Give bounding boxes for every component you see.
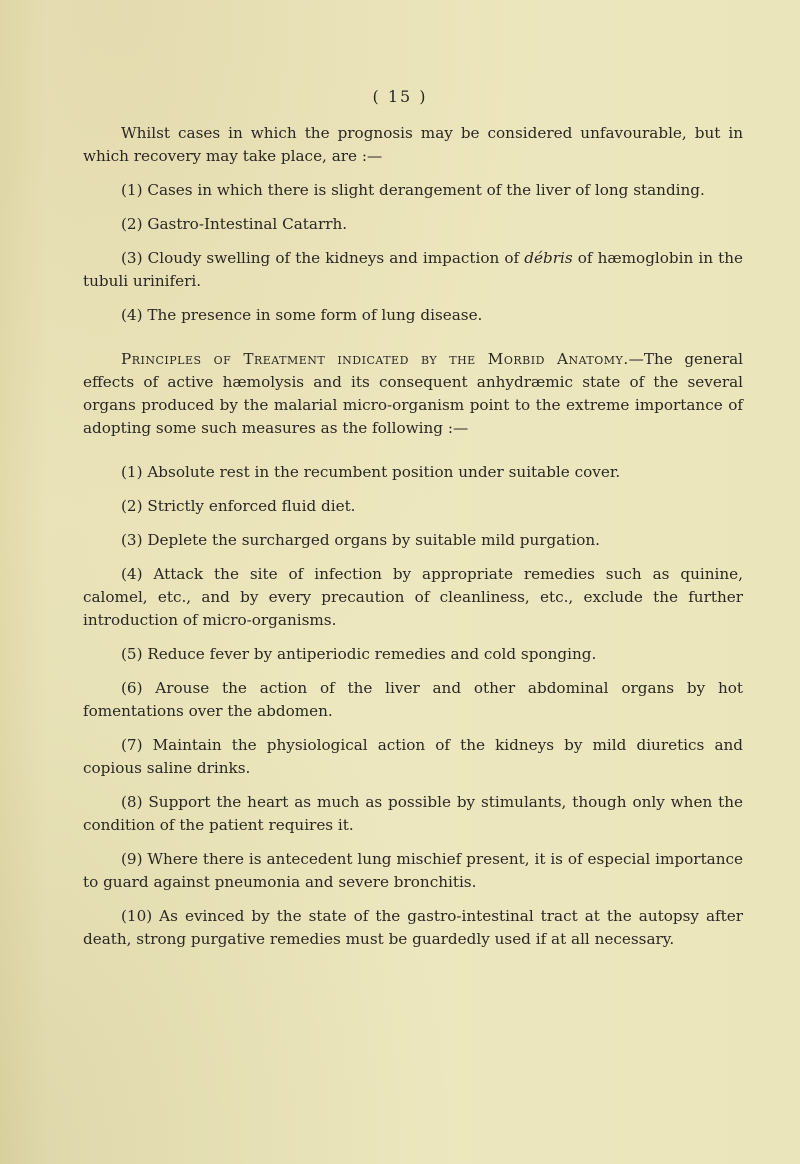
case-item-3-text-end: of hæmoglobin in the tubuli uriniferi. bbox=[83, 249, 743, 290]
principles-text: —The general effects of active hæmolysis and its consequent anhydræmic state of the several organs produced by the malarial micro-organism point to the extreme importance of adopting some such measures as the following :— bbox=[83, 350, 743, 437]
measure-item-7: (7) Maintain the physiological action of the kidneys by mild diuretics and copious saline drinks. bbox=[83, 736, 743, 777]
measure-item-8: (8) Support the heart as much as possible by stimulants, though only when the condition of the patient requires it. bbox=[83, 793, 743, 834]
measure-item-10: (10) As evinced by the state of the gastro-intestinal tract at the autopsy after death, strong purgative remedies must be guardedly used if at all necessary. bbox=[83, 907, 743, 948]
case-item-1: (1) Cases in which there is slight derangement of the liver of long standing. bbox=[121, 181, 705, 199]
section-heading: Principles of Treatment indicated by the Morbid Anatomy. bbox=[121, 350, 629, 368]
case-item-3 bbox=[83, 247, 743, 293]
measure-item-3: (3) Deplete the surcharged organs by suitable mild purgation. bbox=[121, 531, 601, 549]
case-item-4: (4) The presence in some form of lung disease. bbox=[121, 306, 483, 324]
debris-term: débris bbox=[524, 249, 573, 267]
measure-item-6: (6) Arouse the action of the liver and other abdominal organs by hot fomentations over the abdomen. bbox=[83, 679, 743, 720]
page-body bbox=[83, 122, 743, 951]
case-item-2: (2) Gastro-Intestinal Catarrh. bbox=[121, 215, 348, 233]
principles-paragraph bbox=[83, 348, 743, 440]
intro-paragraph: Whilst cases in which the prognosis may be considered unfavourable, but in which recovery may take place, are :— bbox=[83, 124, 743, 165]
measure-item-2: (2) Strictly enforced fluid diet. bbox=[121, 497, 356, 515]
case-item-3-text: (3) Cloudy swelling of the kidneys and impaction of bbox=[121, 249, 525, 267]
measure-item-5: (5) Reduce fever by antiperiodic remedies and cold sponging. bbox=[121, 645, 597, 663]
measure-item-4: (4) Attack the site of infection by appropriate remedies such as quinine, calomel, etc., and by every precaution of cleanliness, etc., exclude the further introduction of micro-organisms. bbox=[83, 565, 743, 629]
measure-item-1: (1) Absolute rest in the recumbent position under suitable cover. bbox=[121, 463, 621, 481]
measure-item-9: (9) Where there is antecedent lung mischief present, it is of especial importance to guard against pneumonia and severe bronchitis. bbox=[83, 850, 743, 891]
page-number: ( 15 ) bbox=[372, 87, 428, 106]
